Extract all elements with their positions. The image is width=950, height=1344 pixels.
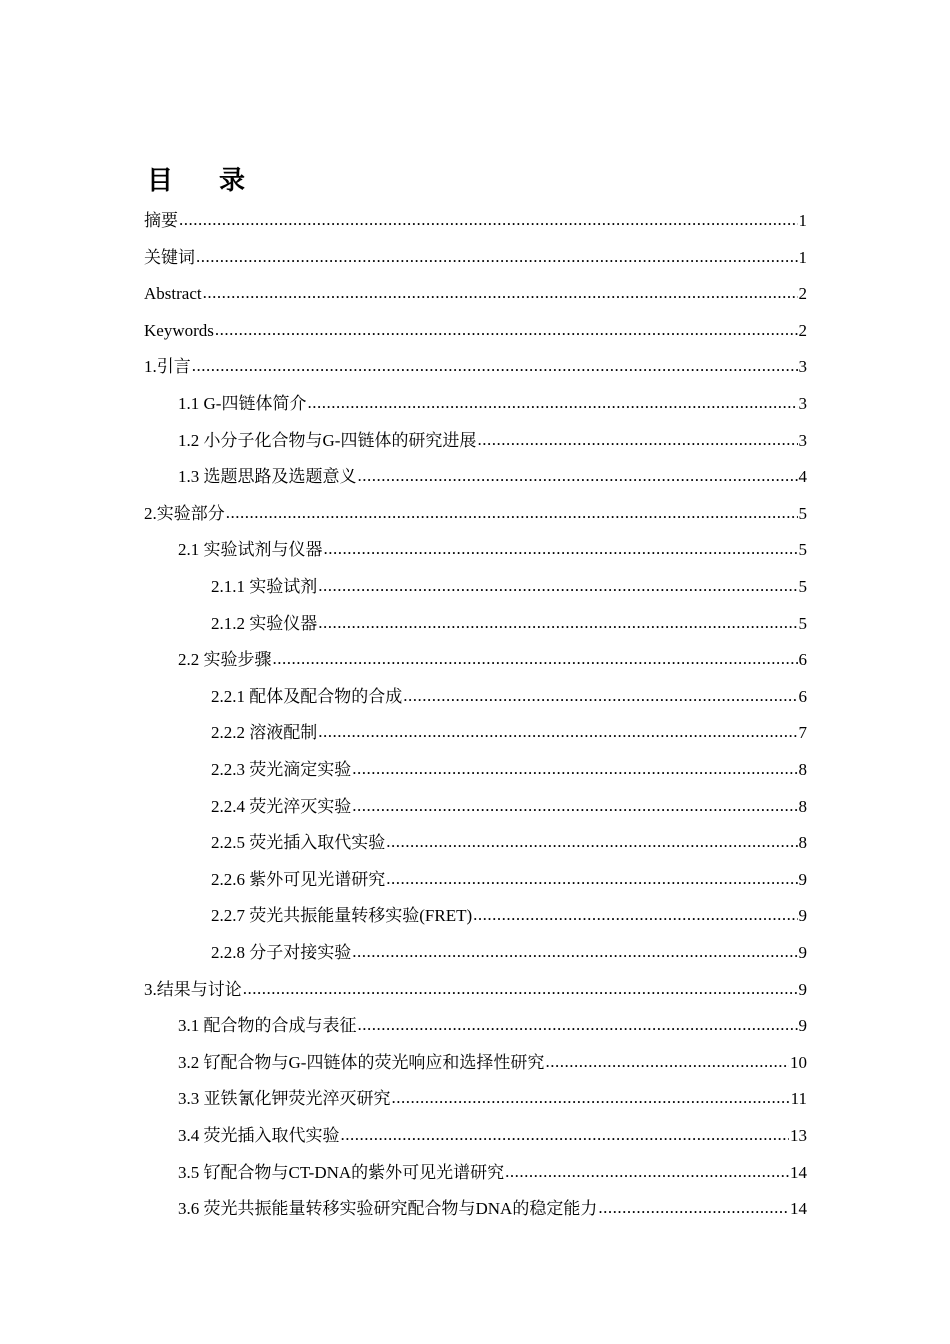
toc-entry[interactable] [144,306,807,342]
toc-entry-label: 2.2.7 荧光共振能量转移实验(FRET) [211,906,473,926]
toc-entry-page-number: 5 [798,540,807,560]
toc-title-part1: 目 [147,166,174,196]
toc-entry[interactable] [178,379,807,415]
toc-entry-page-number: 11 [790,1089,807,1109]
toc-entry[interactable] [178,452,807,488]
toc-entry[interactable] [211,891,807,927]
toc-entry[interactable] [178,525,807,561]
toc-dot-leader [598,1197,789,1219]
toc-dot-leader [324,538,798,560]
toc-dot-leader [192,355,798,377]
toc-entry-page-number: 3 [798,357,807,377]
toc-entry[interactable] [211,855,807,891]
toc-dot-leader [403,685,797,707]
toc-entry-page-number: 14 [790,1199,807,1219]
toc-entry[interactable] [178,1074,807,1110]
toc-entry[interactable] [211,599,807,635]
toc-entry[interactable] [144,233,807,269]
toc-entry-label: 3.6 荧光共振能量转移实验研究配合物与DNA的稳定能力 [178,1199,598,1219]
toc-entry-label: 3.结果与讨论 [144,979,242,999]
toc-entry-label: 2.2.6 紫外可见光谱研究 [211,869,386,889]
toc-dot-leader [392,1087,790,1109]
toc-entry[interactable] [144,196,807,232]
toc-entry[interactable] [211,745,807,781]
toc-title [147,160,245,197]
toc-entry-label: 2.2 实验步骤 [178,650,272,670]
toc-entry-label: 2.2.3 荧光滴定实验 [211,760,352,779]
toc-entry-label: Keywords [144,320,214,340]
toc-entry-label: 2.1.2 实验仪器 [211,613,318,633]
toc-dot-leader [473,904,797,926]
toc-entry-page-number: 9 [798,979,807,999]
toc-entry-label: 3.5 钌配合物与CT-DNA的紫外可见光谱研究 [178,1162,505,1182]
toc-dot-leader [386,868,797,890]
toc-entry[interactable] [144,342,807,378]
toc-entry-page-number: 9 [798,1016,807,1036]
toc-entry[interactable] [178,1001,807,1037]
toc-entry[interactable] [178,416,807,452]
toc-entry-label: 2.2.8 分子对接实验 [211,943,352,962]
toc-title-part2: 录 [219,166,246,196]
toc-dot-leader [358,1014,798,1036]
toc-entry-page-number: 5 [798,613,807,633]
toc-entry-page-number: 3 [798,430,807,450]
toc-entry-label: 1.2 小分子化合物与G-四链体的研究进展 [178,430,477,450]
toc-entry-label: 2.2.4 荧光淬灭实验 [211,796,352,816]
toc-entry-page-number: 9 [798,869,807,889]
toc-entry-page-number: 2 [798,320,807,340]
toc-dot-leader [352,941,797,963]
toc-dot-leader [307,392,797,414]
toc-entry[interactable] [144,269,807,305]
toc-entry-page-number: 3 [798,394,807,413]
toc-entry-label: 2.2.2 溶液配制 [211,723,318,743]
toc-entry-page-number: 10 [790,1052,807,1072]
toc-entry-page-number: 5 [798,503,807,523]
toc-entry-label: 3.2 钌配合物与G-四链体的荧光响应和选择性研究 [178,1052,545,1072]
toc-dot-leader [505,1161,789,1183]
toc-entry-label: 1.引言 [144,357,191,377]
toc-dot-leader [215,319,798,341]
toc-dot-leader [545,1051,789,1073]
toc-entry-label: 2.2.5 荧光插入取代实验 [211,833,386,853]
toc-entry-page-number: 6 [798,650,807,670]
toc-entry[interactable] [211,708,807,744]
toc-dot-leader [226,502,798,524]
toc-dot-leader [318,721,797,743]
toc-entry-label: Abstract [144,284,202,304]
toc-entry-label: 2.2.1 配体及配合物的合成 [211,686,403,706]
toc-entry[interactable] [211,562,807,598]
toc-dot-leader [358,465,798,487]
toc-entry-page-number: 5 [798,577,807,596]
toc-entry[interactable] [211,928,807,964]
toc-entry-label: 3.4 荧光插入取代实验 [178,1126,340,1145]
toc-entry[interactable] [144,965,807,1001]
toc-dot-leader [352,795,797,817]
toc-dot-leader [273,648,798,670]
toc-entry-label: 3.3 亚铁氰化钾荧光淬灭研究 [178,1089,391,1109]
toc-entry-page-number: 8 [798,760,807,779]
toc-dot-leader [243,978,798,1000]
toc-entry[interactable] [178,1111,807,1147]
toc-dot-leader [352,758,797,780]
toc-entry-page-number: 6 [798,686,807,706]
toc-entry-page-number: 8 [798,833,807,853]
toc-dot-leader [318,612,797,634]
toc-entry-page-number: 7 [798,723,807,743]
toc-entry-label: 2.1 实验试剂与仪器 [178,540,323,560]
toc-entry-page-number: 9 [798,943,807,962]
toc-dot-leader [179,209,798,231]
toc-entry-label: 2.实验部分 [144,503,225,523]
toc-entry[interactable] [178,1148,807,1184]
toc-entry[interactable] [178,1184,807,1220]
toc-entry-page-number: 2 [798,284,807,304]
toc-dot-leader [341,1124,790,1146]
toc-dot-leader [318,575,797,597]
toc-entry-page-number: 13 [790,1126,807,1145]
toc-entry[interactable] [178,635,807,671]
toc-entry-label: 摘要 [144,211,178,230]
toc-entry-page-number: 8 [798,796,807,816]
toc-entry-page-number: 14 [790,1162,807,1182]
toc-entry[interactable] [178,1038,807,1074]
toc-entry-page-number: 1 [798,211,807,230]
toc-entry[interactable] [211,782,807,818]
toc-dot-leader [203,282,798,304]
toc-entry-page-number: 4 [798,467,807,487]
toc-entry-page-number: 9 [798,906,807,926]
toc-entry[interactable] [144,489,807,525]
toc-dot-leader [196,246,798,268]
toc-entry[interactable] [211,672,807,708]
toc-dot-leader [477,429,797,451]
toc-entry-label: 2.1.1 实验试剂 [211,577,318,596]
toc-entry-label: 1.1 G-四链体简介 [178,394,307,413]
toc-entry-label: 3.1 配合物的合成与表征 [178,1016,357,1036]
toc-dot-leader [386,831,797,853]
toc-entry-label: 1.3 选题思路及选题意义 [178,467,357,487]
toc-entry[interactable] [211,818,807,854]
toc-entry-page-number: 1 [798,247,807,267]
toc-entry-label: 关键词 [144,247,195,267]
